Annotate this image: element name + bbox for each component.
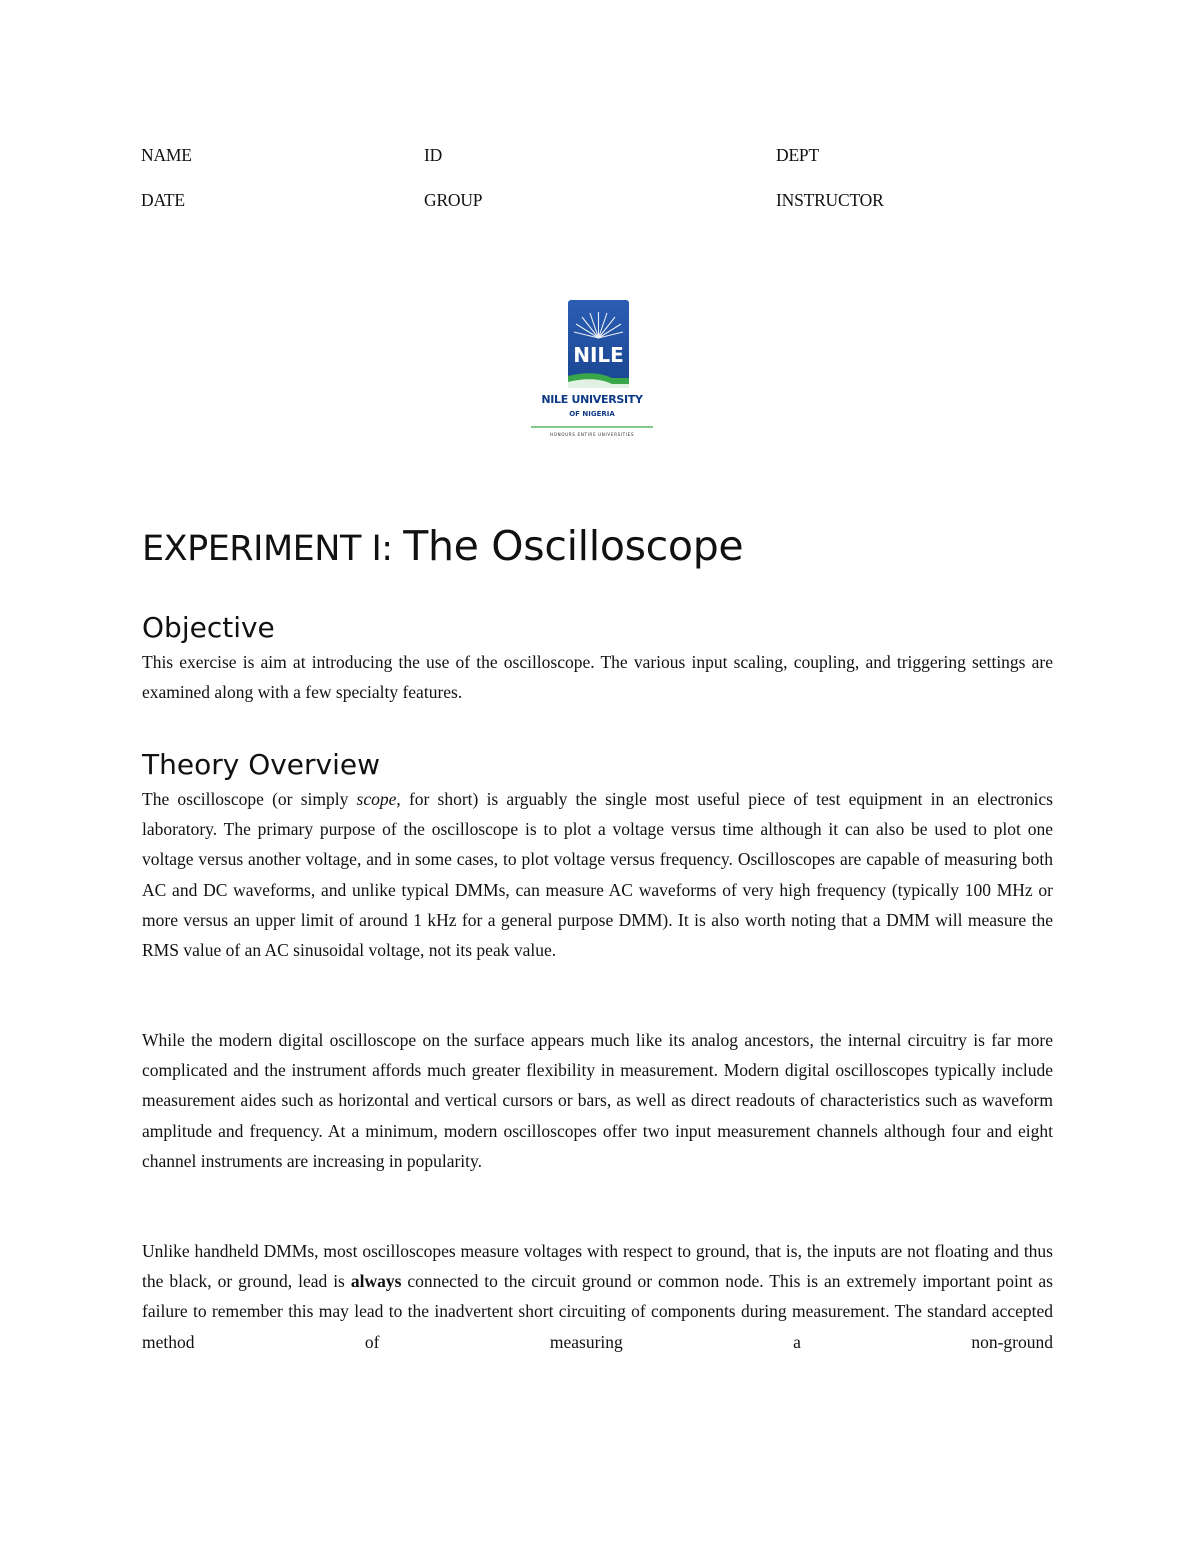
theory-heading: Theory Overview <box>142 748 381 781</box>
nile-university-logo <box>528 298 656 440</box>
logo-sub-text: OF NIGERIA <box>569 410 615 418</box>
page-title <box>142 518 743 577</box>
date-label: DATE <box>141 190 185 210</box>
dept-label: DEPT <box>776 145 819 165</box>
group-label: GROUP <box>424 190 483 210</box>
instructor-label: INSTRUCTOR <box>776 190 884 210</box>
name-label: NAME <box>141 145 192 165</box>
scope-term: scope <box>356 789 397 809</box>
logo-tagline: HONOURS ENTIRE UNIVERSITIES <box>549 432 635 437</box>
header-row-2 <box>0 190 1200 214</box>
objective-heading: Objective <box>142 611 275 644</box>
logo-name-text: NILE UNIVERSITY <box>541 393 643 406</box>
header-row-1 <box>0 145 1200 169</box>
theory-paragraph-1: The oscilloscope (or simply scope, for short) is arguably the single most useful piece of test equipment in an electronics laboratory. The primary purpose of the oscilloscope is to plot a voltage versus time although it can also be used to plot one voltage versus another voltage, and in some cases, to plot voltage versus frequency. Oscilloscopes are capable of measuring both AC and DC waveforms, and unlike typical DMMs, can measure AC waveforms of very high frequency (typically 100 MHz or more versus an upper limit of around 1 kHz for a general purpose DMM). It is also worth noting that a DMM will measure the RMS value of an AC sinusoidal voltage, not its peak value. <box>142 789 1053 961</box>
id-label: ID <box>424 145 443 165</box>
title-prefix: EXPERIMENT I: <box>142 529 404 569</box>
title-main: The Oscilloscope <box>403 522 744 570</box>
theory-paragraph-3: Unlike handheld DMMs, most oscilloscopes measure voltages with respect to ground, that is, the inputs are not floating and thus the black, or ground, lead is always connected to the circuit ground or common node. This is an extremely important point as failure to remember this may lead to the inadvertent short circuiting of components during measurement. The standard accepted method of measuring a non-ground <box>142 1241 1053 1352</box>
theory-paragraph-2: While the modern digital oscilloscope on the surface appears much like its analog ancestors, the internal circuitry is far more complicated and the instrument affords much greater flexibility in measurement. Modern digital oscilloscopes typically include measurement aides such as horizontal and vertical cursors or bars, as well as direct readouts of characteristics such as waveform amplitude and frequency. At a minimum, modern oscilloscopes offer two input measurement channels although four and eight channel instruments are increasing in popularity. <box>142 1030 1053 1171</box>
logo-mark-text: NILE <box>573 343 624 367</box>
always-emphasis: always <box>350 1271 402 1292</box>
objective-paragraph: This exercise is aim at introducing the use of the oscilloscope. The various input scaling, coupling, and triggering settings are examined along with a few specialty features. <box>142 652 1053 703</box>
